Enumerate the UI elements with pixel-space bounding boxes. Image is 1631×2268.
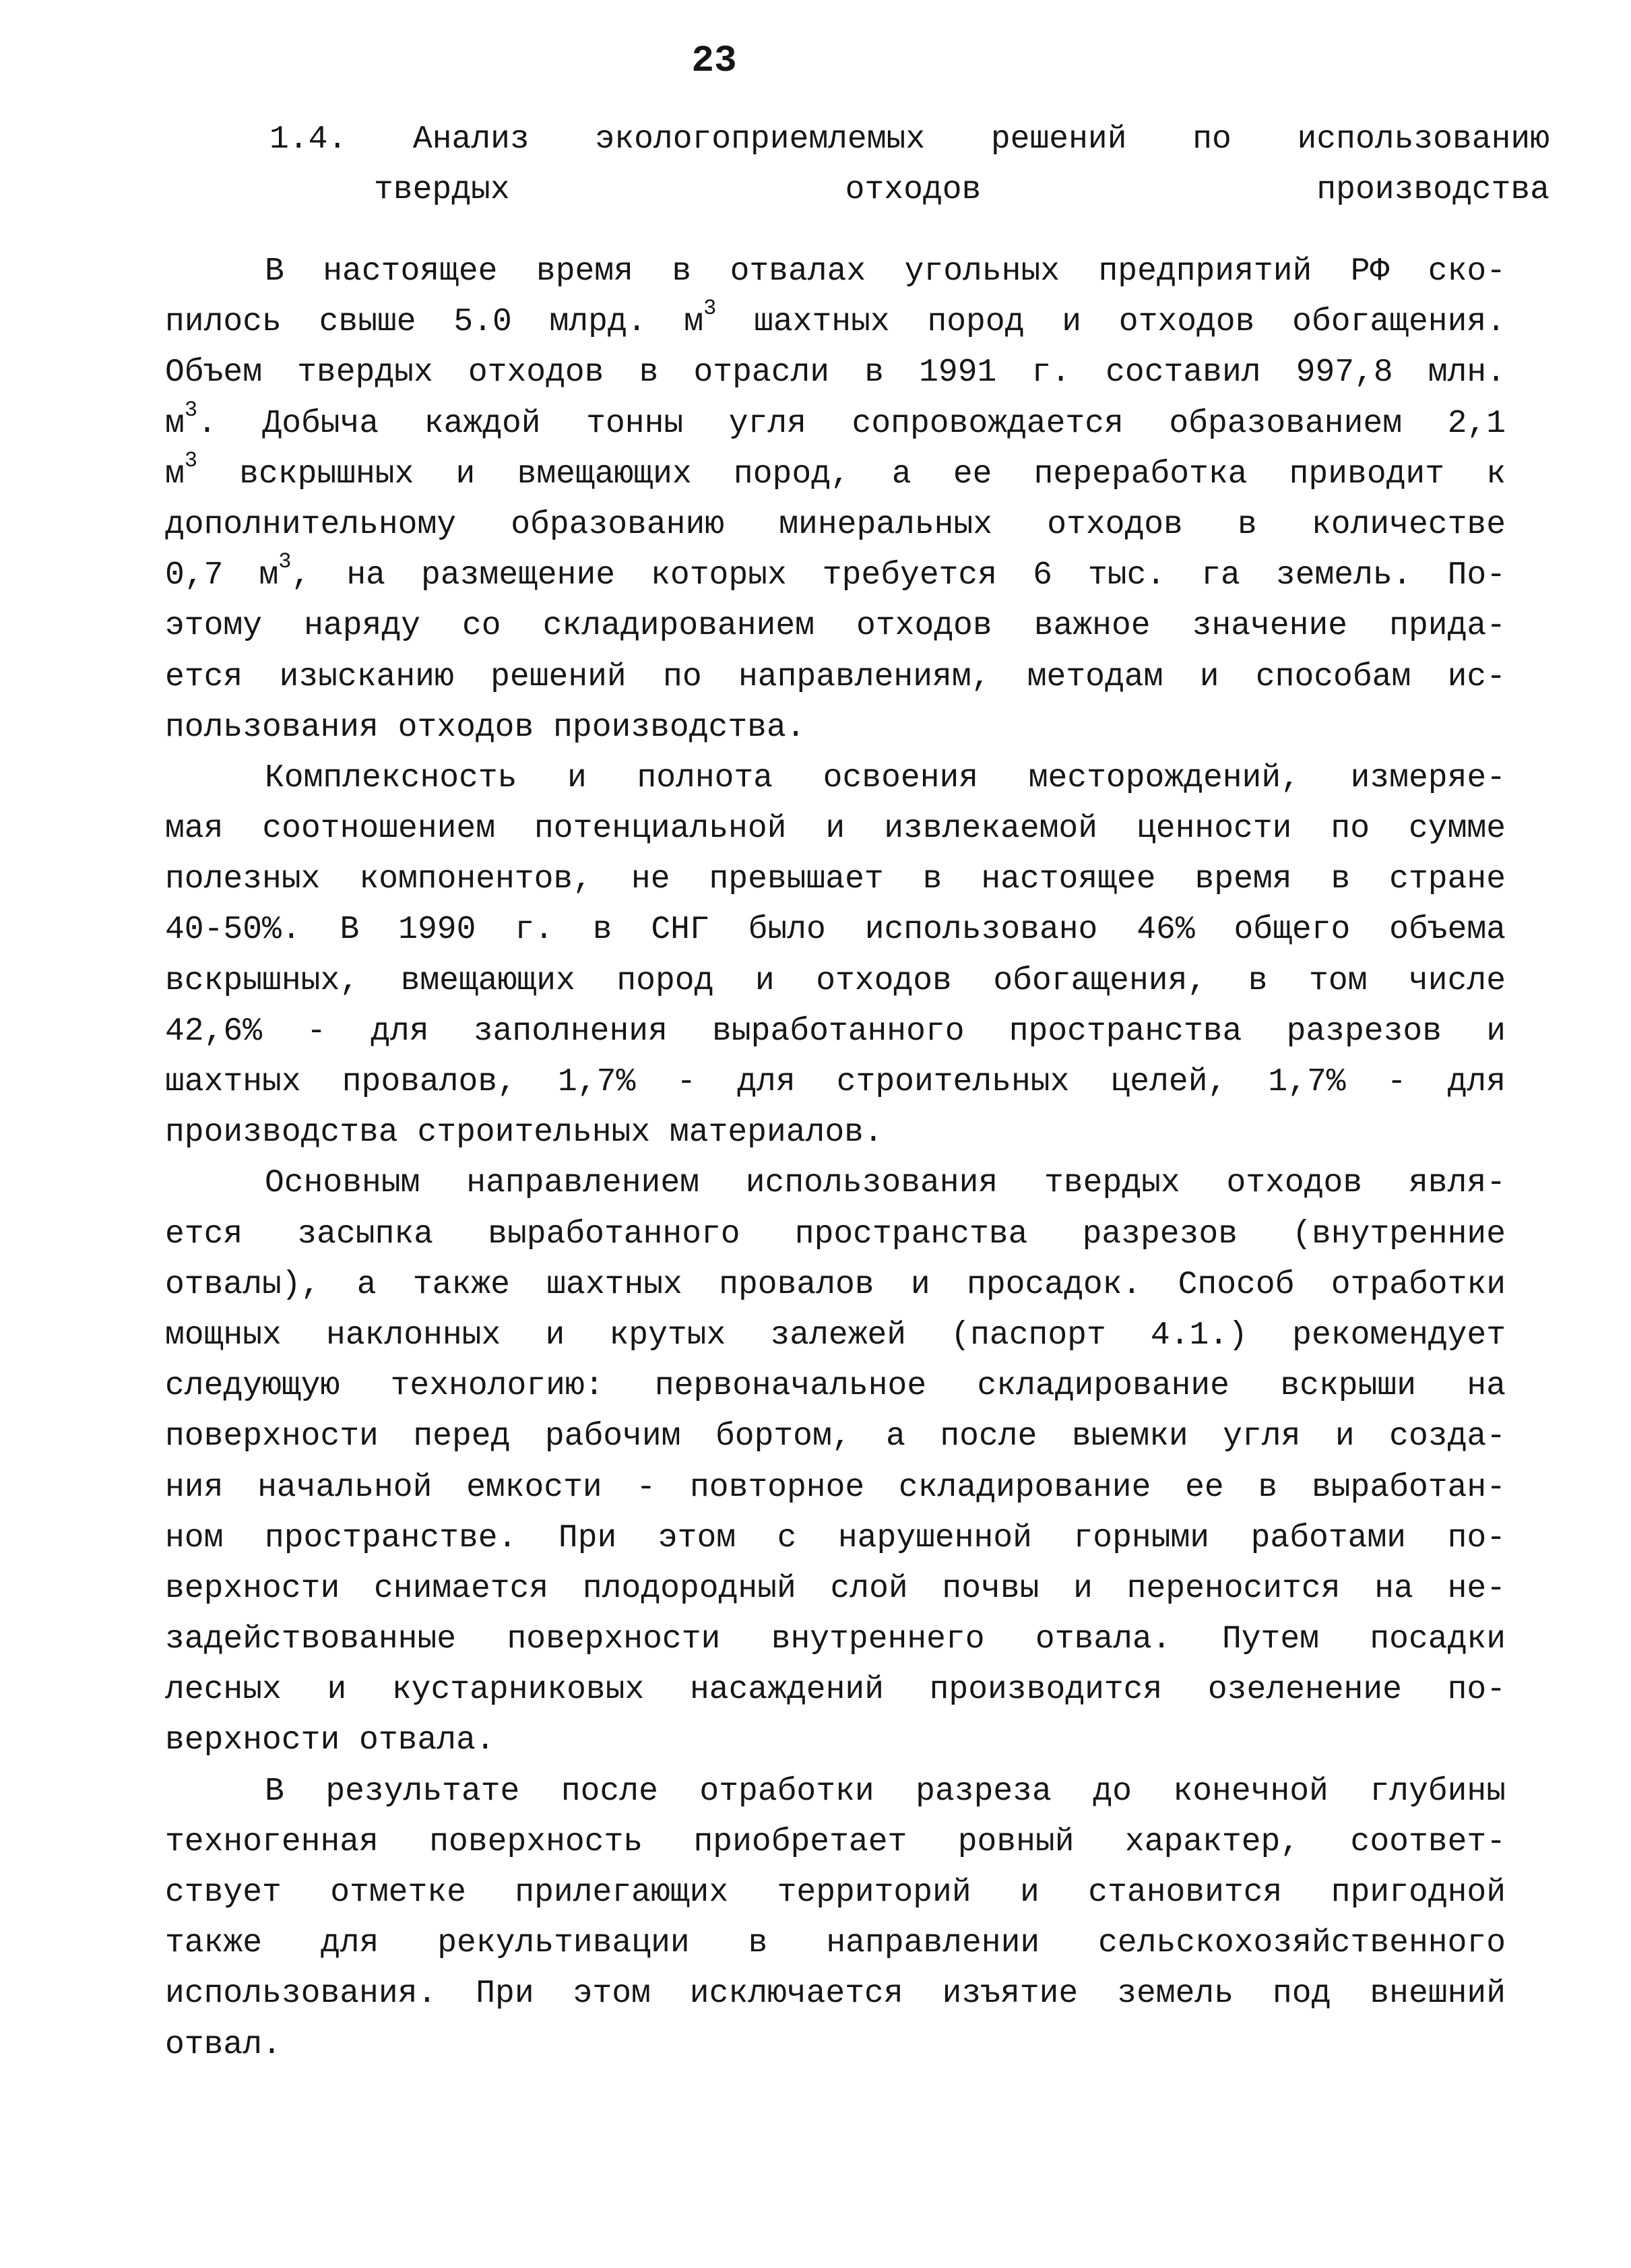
- text-line: следующую технологию: первоначальное складирование вскрыши на: [165, 1368, 1506, 1405]
- text-line: 40-50%. В 1990 г. в СНГ было использовано 46% общего объема: [165, 912, 1506, 949]
- text-line: ном пространстве. При этом с нарушенной горными работами по-: [165, 1519, 1506, 1556]
- text-line: ется засыпка выработанного пространства разрезов (внутренние: [165, 1216, 1506, 1253]
- text-line: [165, 550, 1506, 601]
- superscript: 3: [278, 549, 292, 575]
- text-line: ния начальной емкости - повторное складирование ее в выработан-: [165, 1469, 1506, 1506]
- text-run: . Добыча каждой тонны угля сопровождается образованием 2,1: [197, 405, 1506, 442]
- text-line: дополнительному образованию минеральных отходов в количестве: [165, 506, 1506, 543]
- text-line: верхности снимается плодородный слой почвы и переносится на не-: [165, 1570, 1506, 1607]
- text-run: м: [165, 455, 185, 493]
- section-heading: [269, 115, 1549, 216]
- text-line: Объем твердых отходов в отрасли в 1991 г. составил 997,8 млн.: [165, 354, 1506, 391]
- text-line: Комплексность и полнота освоения месторождений, измеряе-: [265, 759, 1506, 796]
- text-line: ствует отметке прилегающих территорий и становится пригодной: [165, 1875, 1506, 1911]
- section-heading-line: 1.4. Анализ экологоприемлемых решений по использованию: [269, 121, 1549, 158]
- text-line: лесных и кустарниковых насаждений производится озеленение по-: [165, 1672, 1506, 1709]
- text-line: этому наряду со складированием отходов важное значение прида-: [165, 608, 1506, 645]
- text-line: [165, 449, 1506, 500]
- text-line: вскрышных, вмещающих пород и отходов обогащения, в том числе: [165, 962, 1506, 999]
- text-line: пользования отходов производства.: [165, 709, 806, 746]
- text-run: пилось свыше 5.0 млрд. м: [165, 304, 704, 341]
- text-line: мая соотношением потенциальной и извлекаемой ценности по сумме: [165, 811, 1506, 848]
- superscript: 3: [184, 397, 198, 422]
- section-heading-line: твердых отходов производства: [374, 172, 1549, 209]
- text-line: мощных наклонных и крутых залежей (паспорт 4.1.) рекомендует: [165, 1317, 1506, 1354]
- text-run: м: [165, 405, 185, 442]
- text-line: поверхности перед рабочим бортом, а после выемки угля и созда-: [165, 1418, 1506, 1455]
- text-line: шахтных провалов, 1,7% - для строительных целей, 1,7% - для: [165, 1064, 1506, 1100]
- text-run: 0,7 м: [165, 557, 279, 594]
- text-run: вскрышных и вмещающих пород, а ее переработка приводит к: [197, 455, 1506, 493]
- superscript: 3: [184, 447, 198, 473]
- text-line: ется изысканию решений по направлениям, методам и способам ис-: [165, 658, 1506, 695]
- text-line: использования. При этом исключается изъятие земель под внешний: [165, 1976, 1506, 2013]
- text-run: , на размещение которых требуется 6 тыс. га земель. По-: [291, 557, 1506, 594]
- text-line: техногенная поверхность приобретает ровный характер, соответ-: [165, 1823, 1506, 1860]
- text-line: Основным направлением использования твердых отходов явля-: [265, 1165, 1506, 1202]
- superscript: 3: [703, 296, 717, 321]
- body-text: [165, 247, 1506, 2071]
- text-line: производства строительных материалов.: [165, 1114, 883, 1152]
- text-line: также для рекультивации в направлении сельскохозяйственного: [165, 1925, 1506, 1962]
- text-line: верхности отвала.: [165, 1722, 495, 1759]
- text-run: шахтных пород и отходов обогащения.: [716, 304, 1506, 341]
- text-line: [165, 297, 1506, 348]
- text-line: [165, 399, 1506, 449]
- text-line: отвалы), а также шахтных провалов и просадок. Способ отработки: [165, 1266, 1506, 1303]
- text-line: 42,6% - для заполнения выработанного пространства разрезов и: [165, 1013, 1506, 1050]
- text-line: отвал.: [165, 2026, 282, 2063]
- text-line: полезных компонентов, не превышает в настоящее время в стране: [165, 861, 1506, 898]
- page-number: 23: [691, 39, 737, 82]
- text-line: В результате после отработки разреза до конечной глубины: [265, 1773, 1506, 1810]
- text-line: В настоящее время в отвалах угольных предприятий РФ ско-: [265, 253, 1506, 290]
- text-line: задействованные поверхности внутреннего отвала. Путем посадки: [165, 1621, 1506, 1658]
